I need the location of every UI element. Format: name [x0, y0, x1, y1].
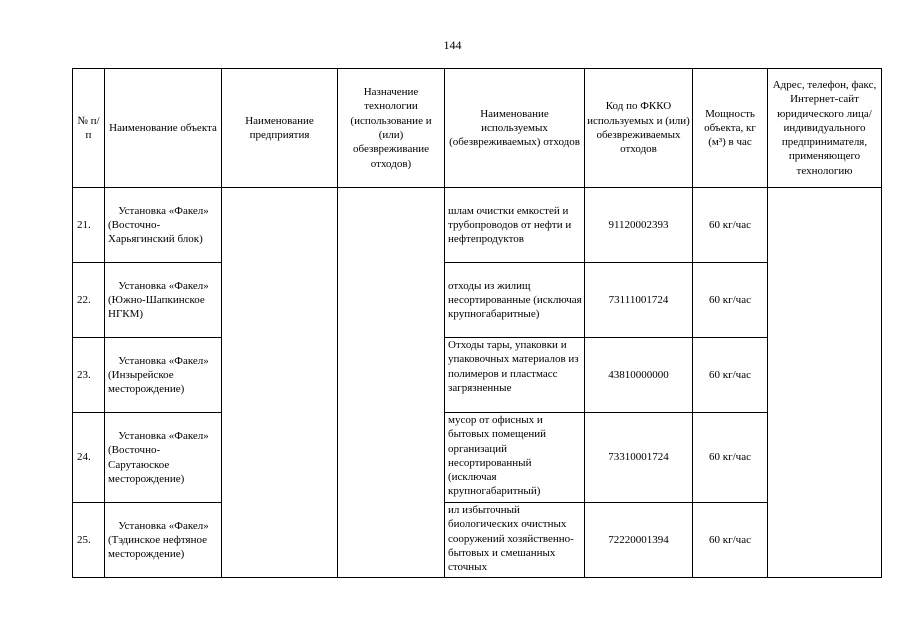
header-address: Адрес, телефон, факс, Интернет-сайт юридического лица/индивидуального предпринимателя, применяющего технологию [768, 69, 882, 188]
object-name-location: (Южно-Шапкинское НГКМ) [108, 293, 205, 321]
header-fkko-code: Код по ФККО используемых и (или) обезвреживаемых отходов [585, 69, 693, 188]
waste-name: ил избыточный биологических очистных сооружений хозяйственно-бытовых и смешанных сточных [445, 503, 585, 578]
row-number: 25. [73, 503, 105, 578]
waste-name: шлам очистки емкостей и трубопроводов от нефти и нефтепродуктов [445, 188, 585, 263]
waste-name: отходы из жилищ несортированные (исключая крупногабаритные) [445, 263, 585, 338]
object-name [105, 413, 222, 503]
fkko-code: 73111001724 [585, 263, 693, 338]
object-name [105, 338, 222, 413]
page-number: 144 [443, 38, 462, 52]
row-number: 24. [73, 413, 105, 503]
object-name [105, 263, 222, 338]
header-object-name: Наименование объекта [105, 69, 222, 188]
object-name [105, 188, 222, 263]
header-row [73, 69, 882, 188]
header-waste-name: Наименование используемых (обезвреживаемых) отходов [445, 69, 585, 188]
table-row [73, 263, 882, 338]
capacity: 60 кг/час [693, 413, 768, 503]
fkko-code: 43810000000 [585, 338, 693, 413]
waste-name: мусор от офисных и бытовых помещений организаций несортированный (исключая крупногабаритный) [445, 413, 585, 503]
object-name-location: (Восточно-Харьягинский блок) [108, 218, 203, 246]
row-number: 23. [73, 338, 105, 413]
table-row [73, 413, 882, 503]
waste-technology-table [72, 68, 882, 578]
waste-name: Отходы тары, упаковки и упаковочных материалов из полимеров и пластмасс загрязненные [445, 338, 585, 413]
address-cell [768, 188, 882, 578]
header-capacity: Мощность объекта, кг (м³) в час [693, 69, 768, 188]
capacity: 60 кг/час [693, 188, 768, 263]
table-row [73, 338, 882, 413]
row-number: 22. [73, 263, 105, 338]
enterprise-name-cell [222, 188, 338, 578]
object-name-location: (Восточно-Сарутаюское месторождение) [108, 444, 185, 485]
fkko-code: 72220001394 [585, 503, 693, 578]
object-name-main: Установка «Факел» [118, 204, 209, 217]
object-name-main: Установка «Факел» [118, 279, 209, 292]
row-number: 21. [73, 188, 105, 263]
object-name-location: (Тэдинское нефтяное месторождение) [108, 533, 207, 561]
object-name [105, 503, 222, 578]
capacity: 60 кг/час [693, 503, 768, 578]
header-number: № п/п [73, 69, 105, 188]
table-row [73, 188, 882, 263]
header-enterprise-name: Наименование предприятия [222, 69, 338, 188]
header-technology-purpose: Назначение технологии (использование и (или) обезвреживание отходов) [338, 69, 445, 188]
fkko-code: 73310001724 [585, 413, 693, 503]
fkko-code: 91120002393 [585, 188, 693, 263]
object-name-main: Установка «Факел» [118, 519, 209, 532]
object-name-main: Установка «Факел» [118, 429, 209, 442]
table-row [73, 503, 882, 578]
object-name-location: (Инзырейское месторождение) [108, 368, 185, 396]
object-name-main: Установка «Факел» [118, 354, 209, 367]
capacity: 60 кг/час [693, 338, 768, 413]
technology-purpose-cell [338, 188, 445, 578]
capacity: 60 кг/час [693, 263, 768, 338]
